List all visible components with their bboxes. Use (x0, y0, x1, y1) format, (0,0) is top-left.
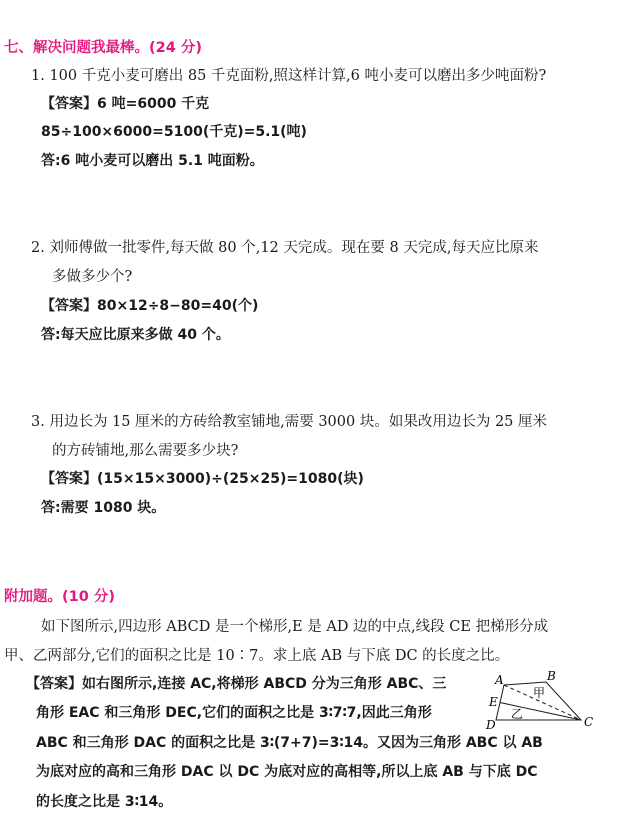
region-label-jia: 甲 (533, 686, 546, 700)
problem-3-answer-line-1: 【答案】(15×15×3000)÷(25×25)=1080(块) (41, 471, 364, 487)
problem-1-answer-line-3: 答:6 吨小麦可以磨出 5.1 吨面粉。 (41, 153, 264, 169)
label-e: E (489, 695, 498, 709)
bonus-question-line-1: 如下图所示,四边形 ABCD 是一个梯形,E 是 AD 边的中点,线段 CE 把梯形分成 (41, 619, 549, 635)
trapezoid-figure (478, 668, 598, 734)
bonus-answer-line-4: 为底对应的高和三角形 DAC 以 DC 为底对应的高相等,所以上底 AB 与下底 DC (36, 764, 538, 780)
problem-2-question-line-1: 2. 刘师傅做一批零件,每天做 80 个,12 天完成。现在要 8 天完成,每天应比原来 (31, 240, 539, 256)
problem-1-question: 1. 100 千克小麦可磨出 85 千克面粉,照这样计算,6 吨小麦可以磨出多少吨面粉? (31, 68, 547, 84)
section-heading: 七、解决问题我最棒。(24 分) (4, 40, 202, 56)
label-a: A (495, 673, 504, 687)
problem-1-answer-line-1: 【答案】6 吨=6000 千克 (41, 96, 210, 112)
problem-1-answer-line-2: 85÷100×6000=5100(千克)=5.1(吨) (41, 124, 307, 140)
problem-2-answer-line-2: 答:每天应比原来多做 40 个。 (41, 327, 230, 343)
region-label-yi: 乙 (511, 707, 524, 721)
problem-2-question-line-2: 多做多少个? (52, 269, 133, 285)
bonus-answer-line-5: 的长度之比是 3∶14。 (36, 794, 173, 810)
bonus-answer-line-3: ABC 和三角形 DAC 的面积之比是 3∶(7+7)=3∶14。又因为三角形 ABC 以 AB (36, 735, 543, 751)
bonus-heading: 附加题。(10 分) (4, 589, 115, 605)
problem-3-question-line-1: 3. 用边长为 15 厘米的方砖给教室铺地,需要 3000 块。如果改用边长为 25 厘米 (31, 414, 548, 430)
bonus-question-line-2: 甲、乙两部分,它们的面积之比是 10∶7。求上底 AB 与下底 DC 的长度之比。 (4, 648, 510, 664)
bonus-answer-line-2: 角形 EAC 和三角形 DEC,它们的面积之比是 3∶7∶7,因此三角形 (36, 705, 432, 721)
label-d: D (486, 718, 496, 732)
label-c: C (584, 715, 594, 729)
problem-2-answer-line-1: 【答案】80×12÷8−80=40(个) (41, 298, 259, 314)
label-b: B (547, 669, 556, 683)
problem-3-question-line-2: 的方砖铺地,那么需要多少块? (52, 443, 239, 459)
problem-3-answer-line-2: 答:需要 1080 块。 (41, 500, 166, 516)
bonus-answer-line-1: 【答案】如右图所示,连接 AC,将梯形 ABCD 分为三角形 ABC、三 (26, 676, 447, 692)
